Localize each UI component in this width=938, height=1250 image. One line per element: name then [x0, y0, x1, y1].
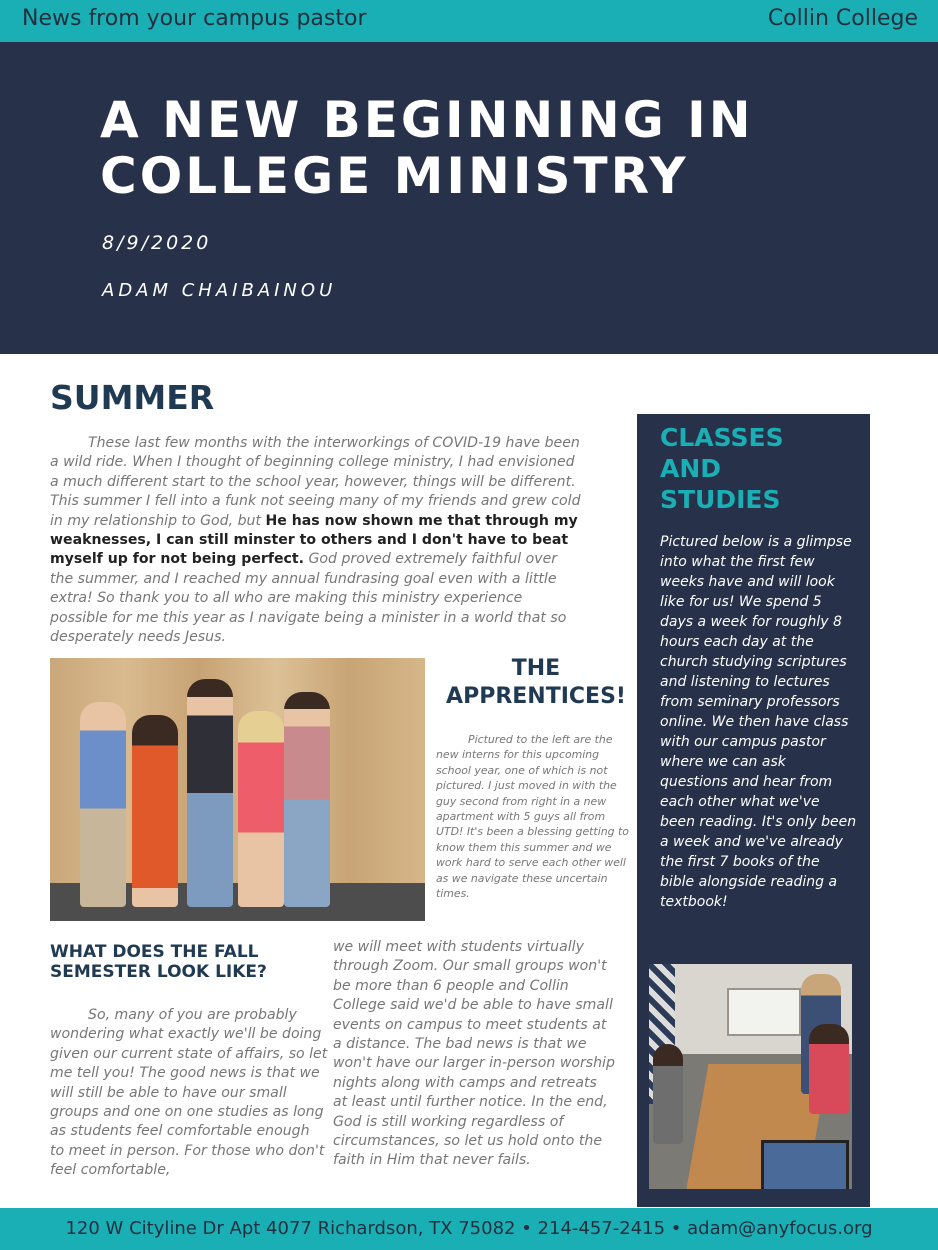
photo-person [809, 1024, 849, 1114]
photo-person [187, 679, 233, 907]
photo-person [132, 715, 178, 907]
apprentices-paragraph: Pictured to the left are the new interns for this upcoming school year, one of which is not pictured. I just moved in with the guy second from right in a new apartment with 5 guys all from UTD! It's been a blessing getting to know them this summer and we work hard to serve each other well as we navigate these uncertain times. [436, 733, 629, 901]
photo-person [653, 1044, 683, 1144]
classes-sidebar [637, 414, 870, 1207]
newsletter-title: A NEW BEGINNING IN COLLEGE MINISTRY [100, 91, 754, 205]
summer-text-closing: God proved extremely faithful over the summer, and I reached my annual fundrasing goal even with a little extra! So thank you to all who are making this ministry experience possible for me this year as I navigate being a minister in a world that so desperately needs Jesus. [50, 551, 567, 646]
newsletter-tagline: News from your campus pastor [22, 6, 367, 31]
apprentices-group-photo [50, 658, 425, 921]
college-name: Collin College [767, 6, 918, 31]
apprentices-heading: THE APPRENTICES! [446, 656, 626, 709]
summer-text-intro: These last few months with the interworkings of COVID-19 have been a wild ride. When I thought of beginning college ministry, I had envisioned a much different start to the school year, however, things will be different. This summer I fell into a funk not seeing many of my friends and grew cold in my relationship to God, but [50, 435, 581, 529]
classes-paragraph: Pictured below is a glimpse into what the first few weeks have and will look like for us! We spend 5 days a week for roughly 8 hours each day at the church studying scriptures and listening to lectures from seminary professors online. We then have class with our campus pastor where we can ask questions and hear from each other what we've been reading. It's only been a week and we've already the first 7 books of the bible alongside reading a textbook! [660, 534, 857, 910]
classes-heading: CLASSES AND STUDIES [660, 423, 784, 514]
top-banner [0, 0, 938, 42]
fall-semester-heading: WHAT DOES THE FALL SEMESTER LOOK LIKE? [50, 942, 267, 982]
photo-person [238, 711, 284, 907]
photo-person [330, 707, 376, 907]
hero-header [0, 42, 938, 354]
summer-heading: SUMMER [50, 378, 215, 417]
class-study-photo [649, 964, 852, 1189]
summer-paragraph [50, 434, 582, 647]
summer-text-emphasis: He has now shown me that through my weaknesses, I can still minster to others and I don't have to beat myself up for not being perfect. [50, 512, 578, 568]
photo-person [284, 692, 330, 907]
fall-paragraph-column-2: we will meet with students virtually through Zoom. Our small groups won't be more than 6 people and Collin College said we'd be able to have small events on campus to meet students at a distance. The bad news is that we won't have our larger in-person worship nights along with camps and retreats at least until further notice. In the end, God is still working regardless of circumstances, so let us hold onto the faith in Him that never fails. [333, 939, 615, 1169]
newsletter-date: 8/9/2020 [102, 232, 212, 254]
photo-whiteboard [727, 988, 801, 1036]
fall-paragraph-column-1: So, many of you are probably wondering what exactly we'll be doing given our current state of affairs, so let me tell you! The good news is that we will still be able to have our small groups and one on one studies as long as students feel comfortable enough to meet in person. For those who don't feel comfortable, [50, 1007, 328, 1179]
photo-person [80, 702, 126, 907]
photo-laptop [761, 1140, 849, 1189]
contact-footer: 120 W Cityline Dr Apt 4077 Richardson, TX 75082 • 214-457-2415 • adam@anyfocus.org [0, 1208, 938, 1250]
newsletter-author: ADAM CHAIBAINOU [102, 280, 337, 301]
